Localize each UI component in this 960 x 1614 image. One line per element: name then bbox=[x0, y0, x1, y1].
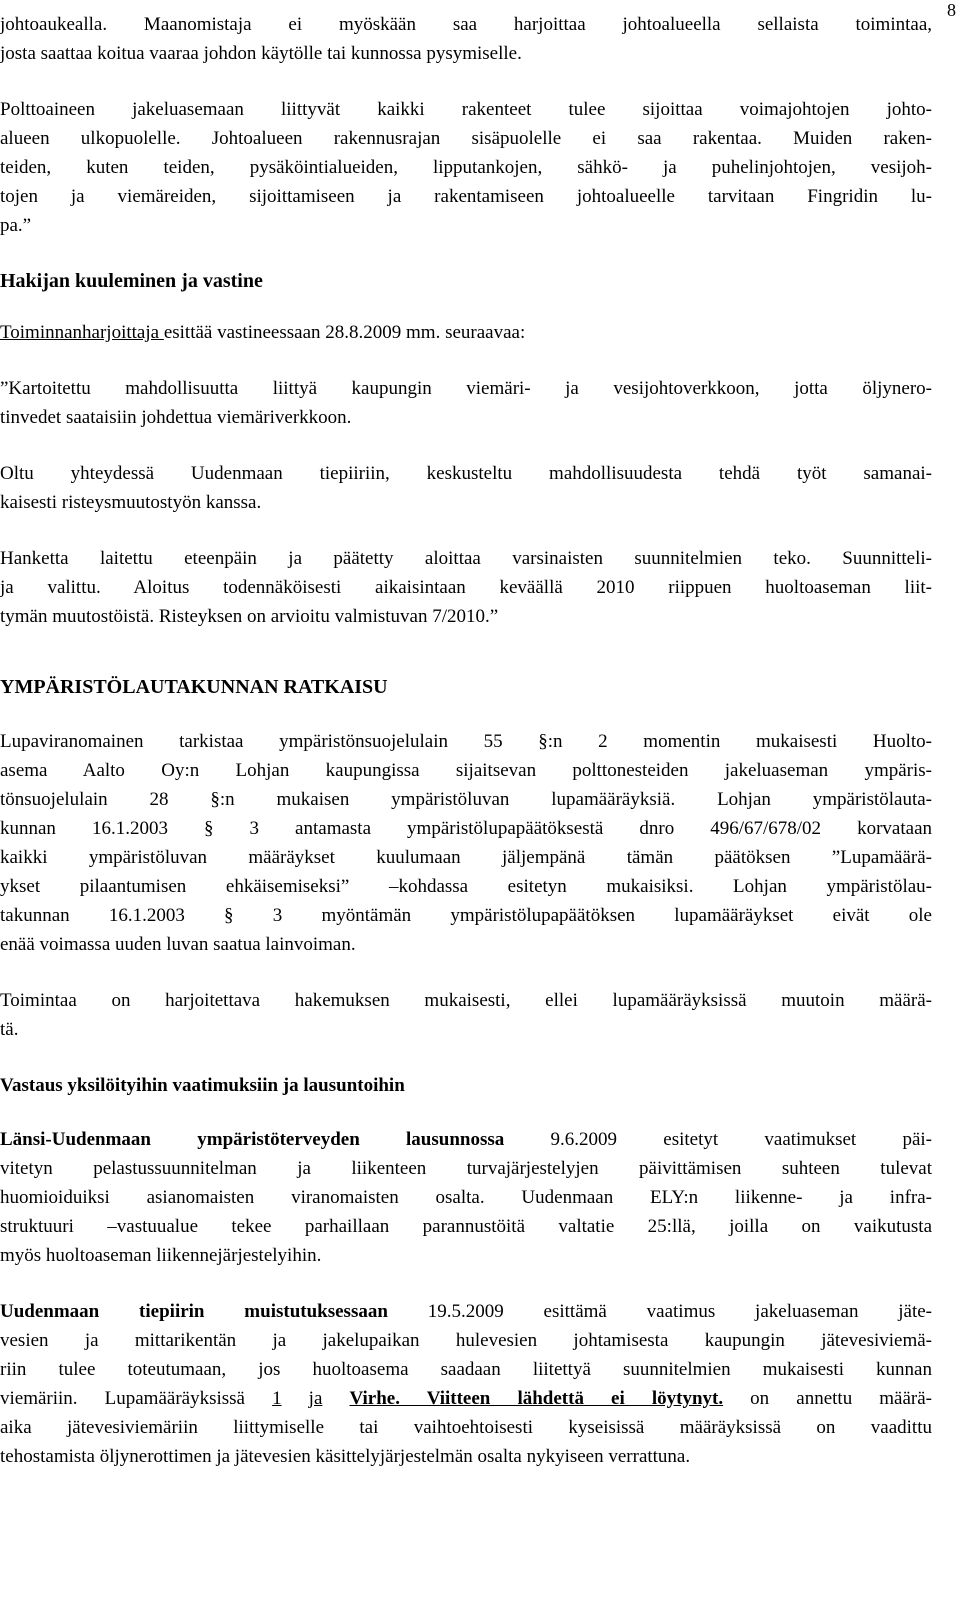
text-line: Polttoaineen jakeluasemaan liittyvät kaikki rakenteet tulee sijoittaa voimajohtojen johto- bbox=[0, 99, 932, 120]
text-line: alueen ulkopuolelle. Johtoalueen rakennusrajan sisäpuolelle ei saa rakentaa. Muiden raken- bbox=[0, 128, 932, 149]
text-line: aika jätevesiviemäriin liittymiselle tai vaihtoehtoisesti kyseisissä määräyksissä on vaadittu bbox=[0, 1417, 932, 1438]
text-line: kaikki ympäristöluvan määräykset kuulumaan jäljempänä tämän päätöksen ”Lupamäärä- bbox=[0, 847, 932, 868]
text-line: struktuuri –vastuualue tekee parhaillaan parannustöitä valtatie 25:llä, joilla on vaikutusta bbox=[0, 1216, 932, 1237]
heading-vastaus bbox=[0, 1071, 932, 1100]
paragraph-lupaviranomainen bbox=[0, 727, 932, 959]
text-line: asema Aalto Oy:n Lohjan kaupungissa sijaitsevan polttonesteiden jakeluaseman ympäris- bbox=[0, 760, 932, 781]
text-line: huomioiduiksi asianomaisten viranomaisten osalta. Uudenmaan ELY:n liikenne- ja infra- bbox=[0, 1187, 932, 1208]
reference-error-link[interactable]: Virhe. Viitteen lähdettä ei löytynyt. bbox=[349, 1388, 724, 1409]
paragraph-johtoaukealla bbox=[0, 10, 932, 68]
reference-link-1[interactable]: 1 bbox=[272, 1388, 282, 1409]
quote-kartoitettu bbox=[0, 374, 932, 432]
paragraph-vastine bbox=[0, 318, 932, 347]
text-span: 19.5.2009 esittämä vaatimus jakeluaseman jäte- bbox=[387, 1301, 933, 1322]
text-span: esittää vastineessaan 28.8.2009 mm. seuraavaa: bbox=[163, 322, 526, 343]
text-line: enää voimassa uuden luvan saatua lainvoiman. bbox=[0, 934, 356, 955]
text-line: tinvedet saataisiin johdettua viemäriverkkoon. bbox=[0, 407, 352, 428]
bold-text: Länsi-Uudenmaan ympäristöterveyden lausunnossa bbox=[0, 1129, 505, 1150]
page-number: 8 bbox=[947, 0, 956, 20]
text-line: tymän muutostöistä. Risteyksen on arvioitu valmistuvan 7/2010.” bbox=[0, 606, 499, 627]
text-line: Lupaviranomainen tarkistaa ympäristönsuojelulain 55 §:n 2 momentin mukaisesti Huolto- bbox=[0, 731, 932, 752]
quote-oltu bbox=[0, 459, 932, 517]
text-line: Toimintaa on harjoitettava hakemuksen mukaisesti, ellei lupamääräyksissä muutoin määrä- bbox=[0, 990, 932, 1011]
text-line: pa.” bbox=[0, 215, 32, 236]
text-line bbox=[0, 1297, 932, 1326]
paragraph-tiepiiri bbox=[0, 1297, 932, 1471]
heading-hakijan bbox=[0, 267, 932, 296]
text-line: vesien ja mittarikentän ja jakelupaikan hulevesien johtamisesta kaupungin jätevesiviemä- bbox=[0, 1330, 932, 1351]
text-line bbox=[0, 1384, 932, 1413]
text-span bbox=[282, 1388, 309, 1409]
text-span bbox=[322, 1388, 349, 1409]
reference-link-ja[interactable]: ja bbox=[308, 1388, 323, 1409]
text-line: ”Kartoitettu mahdollisuutta liittyä kaupungin viemäri- ja vesijohtoverkkoon, jotta öljynero- bbox=[0, 378, 932, 399]
paragraph-toimintaa bbox=[0, 986, 932, 1044]
paragraph-polttoaineen bbox=[0, 95, 932, 240]
text-line: Hanketta laitettu eteenpäin ja päätetty aloittaa varsinaisten suunnitelmien teko. Suunnitteli- bbox=[0, 548, 932, 569]
text-line: ja valittu. Aloitus todennäköisesti aikaisintaan keväällä 2010 riippuen huoltoaseman liit- bbox=[0, 577, 932, 598]
text-line: Oltu yhteydessä Uudenmaan tiepiiriin, keskusteltu mahdollisuudesta tehdä työt samanai- bbox=[0, 463, 932, 484]
text-line: josta saattaa koitua vaaraa johdon käytölle tai kunnossa pysymiselle. bbox=[0, 43, 522, 64]
text-line: vitetyn pelastussuunnitelman ja liikenteen turvajärjestelyjen päivittämisen suhteen tulevat bbox=[0, 1158, 932, 1179]
section-heading: Vastaus yksilöityihin vaatimuksiin ja lausuntoihin bbox=[0, 1075, 405, 1096]
text-line: myös huoltoaseman liikennejärjestelyihin. bbox=[0, 1245, 322, 1266]
paragraph-lansi-uudenmaan bbox=[0, 1125, 932, 1270]
text-line: ykset pilaantumisen ehkäisemiseksi” –kohdassa esitetyn mukaisiksi. Lohjan ympäristölau- bbox=[0, 876, 932, 897]
text-line: johtoaukealla. Maanomistaja ei myöskään saa harjoittaa johtoalueella sellaista toimintaa, bbox=[0, 14, 932, 35]
text-line: kaisesti risteysmuutostyön kanssa. bbox=[0, 492, 262, 513]
text-line: tojen ja viemäreiden, sijoittamiseen ja rakentamiseen johtoalueelle tarvitaan Fingridin lu- bbox=[0, 186, 932, 207]
text-line: teiden, kuten teiden, pysäköintialueiden, lipputankojen, sähkö- ja puhelinjohtojen, vesijoh- bbox=[0, 157, 932, 178]
section-heading: Hakijan kuuleminen ja vastine bbox=[0, 270, 263, 292]
text-line: tehostamista öljynerottimen ja jätevesien käsittelyjärjestelmän osalta nykyiseen verrattuna. bbox=[0, 1446, 691, 1467]
quote-hanketta bbox=[0, 544, 932, 631]
text-span: viemäriin. Lupamääräyksissä bbox=[0, 1388, 273, 1409]
text-line: tönsuojelulain 28 §:n mukaisen ympäristöluvan lupamääräyksiä. Lohjan ympäristölauta- bbox=[0, 789, 932, 810]
text-line bbox=[0, 318, 932, 347]
text-line: riin tulee toteutumaan, jos huoltoasema saadaan liitettyä suunnitelmien mukaisesti kunnan bbox=[0, 1359, 932, 1380]
text-span: 9.6.2009 esitetyt vaatimukset päi- bbox=[504, 1129, 932, 1150]
heading-ratkaisu bbox=[0, 673, 932, 702]
text-line: kunnan 16.1.2003 § 3 antamasta ympäristölupapäätöksestä dnro 496/67/678/02 korvataan bbox=[0, 818, 932, 839]
text-span: on annettu määrä- bbox=[723, 1388, 933, 1409]
underlined-text: Toiminnanharjoittaja bbox=[0, 322, 164, 343]
section-heading: YMPÄRISTÖLAUTAKUNNAN RATKAISU bbox=[0, 676, 388, 698]
text-line bbox=[0, 1125, 932, 1154]
bold-text: Uudenmaan tiepiirin muistutuksessaan bbox=[0, 1301, 388, 1322]
text-line: takunnan 16.1.2003 § 3 myöntämän ympäristölupapäätöksen lupamääräykset eivät ole bbox=[0, 905, 932, 926]
document-body bbox=[0, 10, 932, 1498]
text-line: tä. bbox=[0, 1019, 19, 1040]
